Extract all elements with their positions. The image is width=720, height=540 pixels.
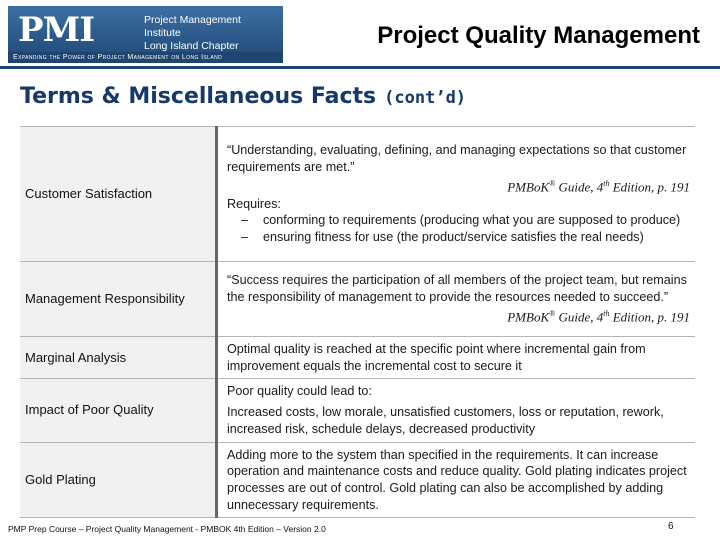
page-number: 6 xyxy=(668,521,674,532)
list-item xyxy=(227,229,690,246)
citation-page: Edition, p. 191 xyxy=(609,178,690,194)
logo-tagline: Expanding the Power of Project Management on Long Island xyxy=(13,54,223,61)
requires-label: Requires: xyxy=(227,196,281,211)
definition-quote: “Understanding, evaluating, defining, and managing expectations so that customer requirements are met.” xyxy=(227,143,687,174)
definition-lead: Poor quality could lead to: xyxy=(227,384,372,399)
list-item-text: conforming to requirements (producing what you are supposed to produce) xyxy=(263,213,681,228)
citation xyxy=(227,176,690,196)
logo-org-line1: Project Management Institute xyxy=(144,14,241,39)
page-title xyxy=(20,84,466,109)
term-cell: Impact of Poor Quality xyxy=(20,379,217,442)
definition-cell: Adding more to the system than specified in the requirements. It can increase operation and maintenance costs and reduce quality. Gold plating indicates project processes are out of control. Gold plating can also be accomplished by adding unnecessary requirements. xyxy=(217,442,696,518)
table-row xyxy=(20,379,695,442)
table-row xyxy=(20,442,695,518)
term-cell: Customer Satisfaction xyxy=(20,127,217,262)
definition-cell: Optimal quality is reached at the specific point where incremental gain from improvement equals the incremental cost to secure it xyxy=(217,337,696,379)
definition-cell xyxy=(217,262,696,337)
definition-text: Increased costs, low morale, unsatisfied customers, loss or reputation, rework, increased risk, schedule delays, decreased productivity xyxy=(227,405,664,436)
citation-page: Edition, p. 191 xyxy=(609,309,690,325)
logo-letters: PMI xyxy=(18,10,95,50)
citation-guide: Guide, 4 xyxy=(555,309,604,325)
citation-ordinal: th xyxy=(603,308,610,318)
term-cell: Marginal Analysis xyxy=(20,337,217,379)
pmi-logo xyxy=(8,6,283,63)
citation-mark: ® xyxy=(549,308,556,318)
logo-chapter-name xyxy=(144,14,279,53)
citation-guide: Guide, 4 xyxy=(555,178,604,194)
definition-cell xyxy=(217,379,696,442)
list-item-text: ensuring fitness for use (the product/service satisfies the real needs) xyxy=(263,230,644,245)
list-item xyxy=(227,212,690,229)
citation-source: PMBoK xyxy=(507,178,550,194)
bullet-dash: – xyxy=(241,230,249,245)
table-row xyxy=(20,127,695,262)
citation-ordinal: th xyxy=(603,178,610,188)
slide-section-title: Project Quality Management xyxy=(377,22,700,49)
logo-org-line2: Long Island Chapter xyxy=(144,40,239,52)
logo-tagline-bar xyxy=(8,52,283,63)
citation-mark: ® xyxy=(549,178,556,188)
citation xyxy=(227,306,690,326)
footer-text: PMP Prep Course – Project Quality Management - PMBOK 4th Edition – Version 2.0 xyxy=(8,524,326,534)
term-cell: Gold Plating xyxy=(20,442,217,518)
requirements-list xyxy=(227,212,690,245)
header-divider xyxy=(0,66,720,69)
definition-cell xyxy=(217,127,696,262)
logo-mark xyxy=(18,12,140,48)
table-row xyxy=(20,337,695,379)
page-title-main: Terms & Miscellaneous Facts xyxy=(20,84,377,109)
term-cell: Management Responsibility xyxy=(20,262,217,337)
table-row xyxy=(20,262,695,337)
citation-source: PMBoK xyxy=(507,309,550,325)
terms-table xyxy=(20,126,695,518)
definition-quote: “Success requires the participation of all members of the project team, but remains the responsibility of management to provide the resources needed to succeed.” xyxy=(227,273,687,304)
bullet-dash: – xyxy=(241,213,249,228)
page-title-sub: (cont’d) xyxy=(384,88,467,108)
